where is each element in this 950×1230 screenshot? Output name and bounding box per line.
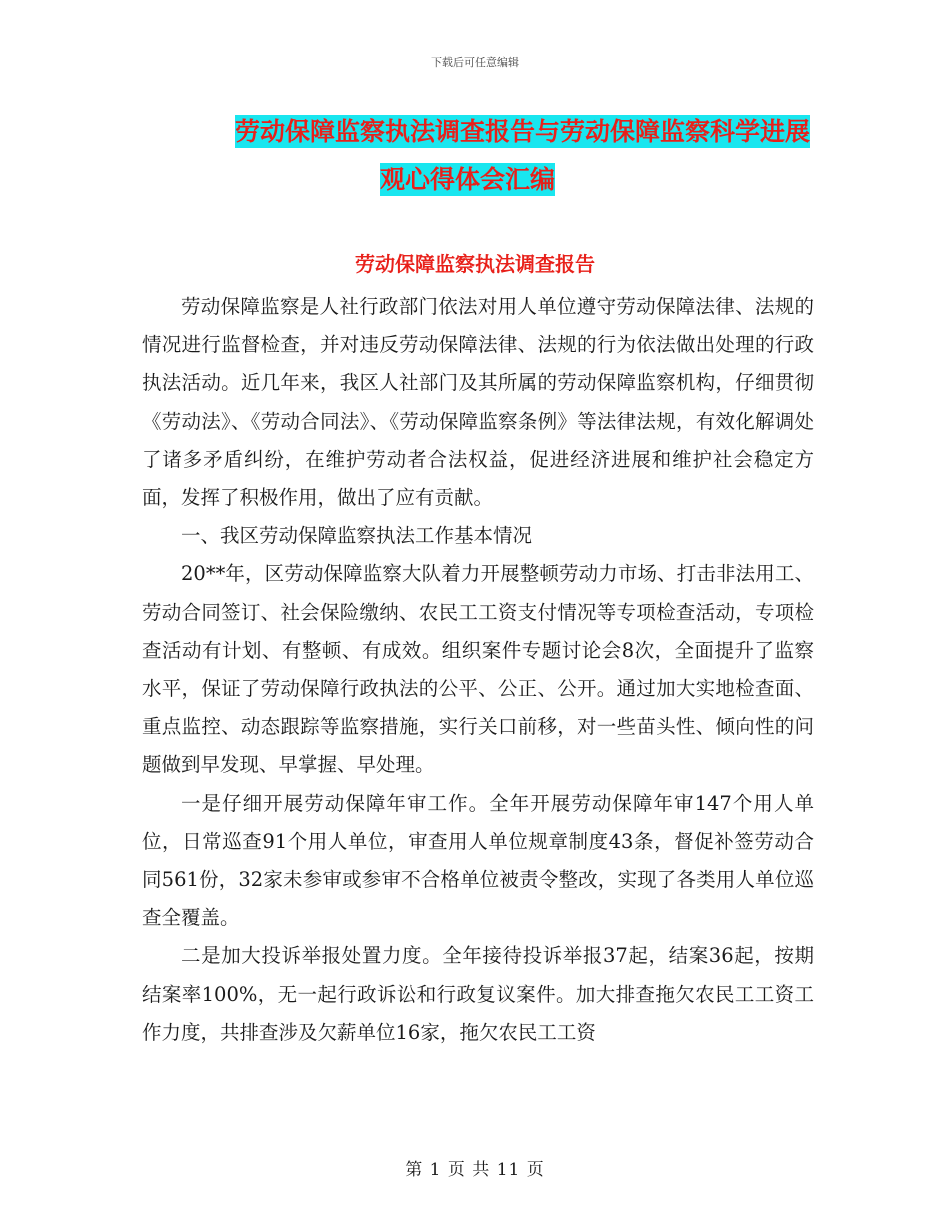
paragraph: 一是仔细开展劳动保障年审工作。全年开展劳动保障年审147个用人单位，日常巡查91个用人单位，审查用人单位规章制度43条，督促补签劳动合同561份，32家未参审或参审不合格单位被责令整改，实现了各类用人单位巡查全覆盖。 bbox=[142, 791, 814, 930]
paragraph: 20**年，区劳动保障监察大队着力开展整顿劳动力市场、打击非法用工、劳动合同签订、社会保险缴纳、农民工工资支付情况等专项检查活动，专项检查活动有计划、有整顿、有成效。组织案件专题讨论会8次，全面提升了监察水平，保证了劳动保障行政执法的公平、公正、公开。通过加大实地检查面、重点监控、动态跟踪等监察措施，实行关口前移，对一些苗头性、倾向性的问题做到早发现、早掌握、早处理。 bbox=[142, 562, 814, 777]
paragraph: 一、我区劳动保障监察执法工作基本情况 bbox=[181, 524, 533, 548]
header-note: 下载后可任意编辑 bbox=[431, 56, 519, 69]
page-footer: 第 1 页 共 11 页 bbox=[405, 1160, 545, 1180]
document-title bbox=[150, 108, 810, 204]
document-title-line2-text: 观心得体会汇编 bbox=[380, 165, 556, 194]
section-title: 劳动保障监察执法调查报告 bbox=[355, 252, 595, 276]
body-text bbox=[142, 288, 814, 1052]
paragraph: 劳动保障监察是人社行政部门依法对用人单位遵守劳动保障法律、法规的情况进行监督检查，并对违反劳动保障法律、法规的行为依法做出处理的行政执法活动。近几年来，我区人社部门及其所属的劳动保障监察机构，仔细贯彻《劳动法》、《劳动合同法》、《劳动保障监察条例》等法律法规，有效化解调处了诸多矛盾纠纷，在维护劳动者合法权益，促进经济进展和维护社会稳定方面，发挥了积极作用，做出了应有贡献。 bbox=[142, 295, 814, 510]
document-title-line2 bbox=[150, 156, 810, 204]
paragraph: 二是加大投诉举报处置力度。全年接待投诉举报37起，结案36起，按期结案率100%，无一起行政诉讼和行政复议案件。加大排查拖欠农民工工资工作力度，共排查涉及欠薪单位16家，拖欠农民工工资 bbox=[142, 944, 814, 1044]
document-title-line1-text: 劳动保障监察执法调查报告与劳动保障监察科学进展 bbox=[234, 117, 810, 146]
document-title-line1 bbox=[150, 108, 810, 156]
